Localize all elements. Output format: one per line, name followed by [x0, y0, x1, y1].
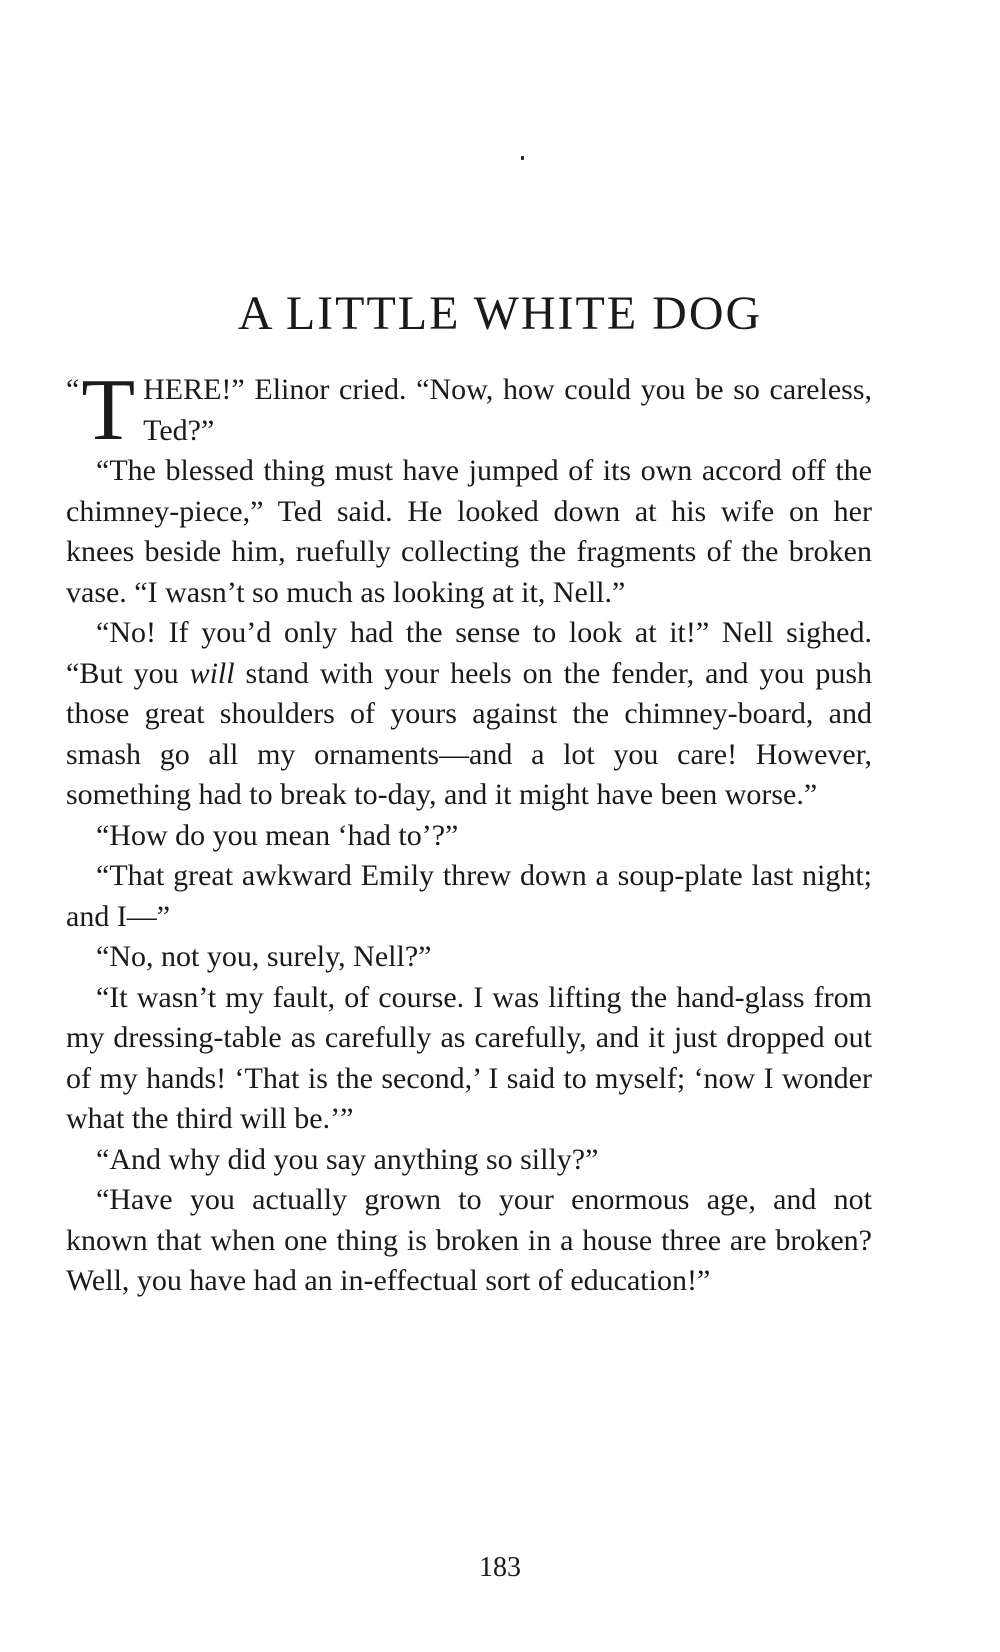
body-text — [66, 362, 872, 1302]
drop-cap: T — [81, 362, 136, 459]
paragraph-1-text: HERE!” Elinor cried. “Now, how could you be so careless, Ted?” — [143, 373, 872, 447]
paragraph-9: “Have you actually grown to your enormous age, and not known that when one thing is broken in a house three are broken? Well, you have had an in-effectual sort of education!” — [66, 1183, 872, 1297]
ink-speck — [521, 156, 524, 160]
paragraph-4: “How do you mean ‘had to’?” — [96, 818, 459, 852]
emphasis-will: will — [189, 656, 235, 690]
paragraph-3-text-a: “No! If you’d only had the sense to look at it!” Nell sighed. “But you — [66, 616, 872, 690]
chapter-title: A LITTLE WHITE DOG — [237, 287, 763, 340]
paragraph-1 — [66, 362, 872, 459]
paragraph-3-text-b: stand with your heels on the fender, and you push those great shoulders of yours against the chimney-board, and smash go all my ornaments—and a lot you care! However, something had to break to-day, and it might have been worse.” — [66, 656, 872, 811]
opening-quote: “ — [66, 373, 80, 406]
paragraph-7: “It wasn’t my fault, of course. I was lifting the hand-glass from my dressing-table as carefully as carefully, and it just dropped out of my hands! ‘That is the second,’ I said to myself; ‘now I wonder what the third will be.’” — [66, 980, 872, 1135]
paragraph-2: “The blessed thing must have jumped of its own accord off the chimney-piece,” Ted said. He looked down at his wife on her knees beside him, ruefully collecting the fragments of the broken vase. “I wasn’t so much as looking at it, Nell.” — [66, 454, 872, 609]
page-number: 183 — [479, 1552, 521, 1583]
paragraph-5: “That great awkward Emily threw down a soup-plate last night; and I—” — [66, 859, 872, 933]
paragraph-3 — [66, 613, 872, 816]
paragraph-6: “No, not you, surely, Nell?” — [96, 940, 432, 973]
paragraph-8: “And why did you say anything so silly?” — [96, 1142, 599, 1176]
